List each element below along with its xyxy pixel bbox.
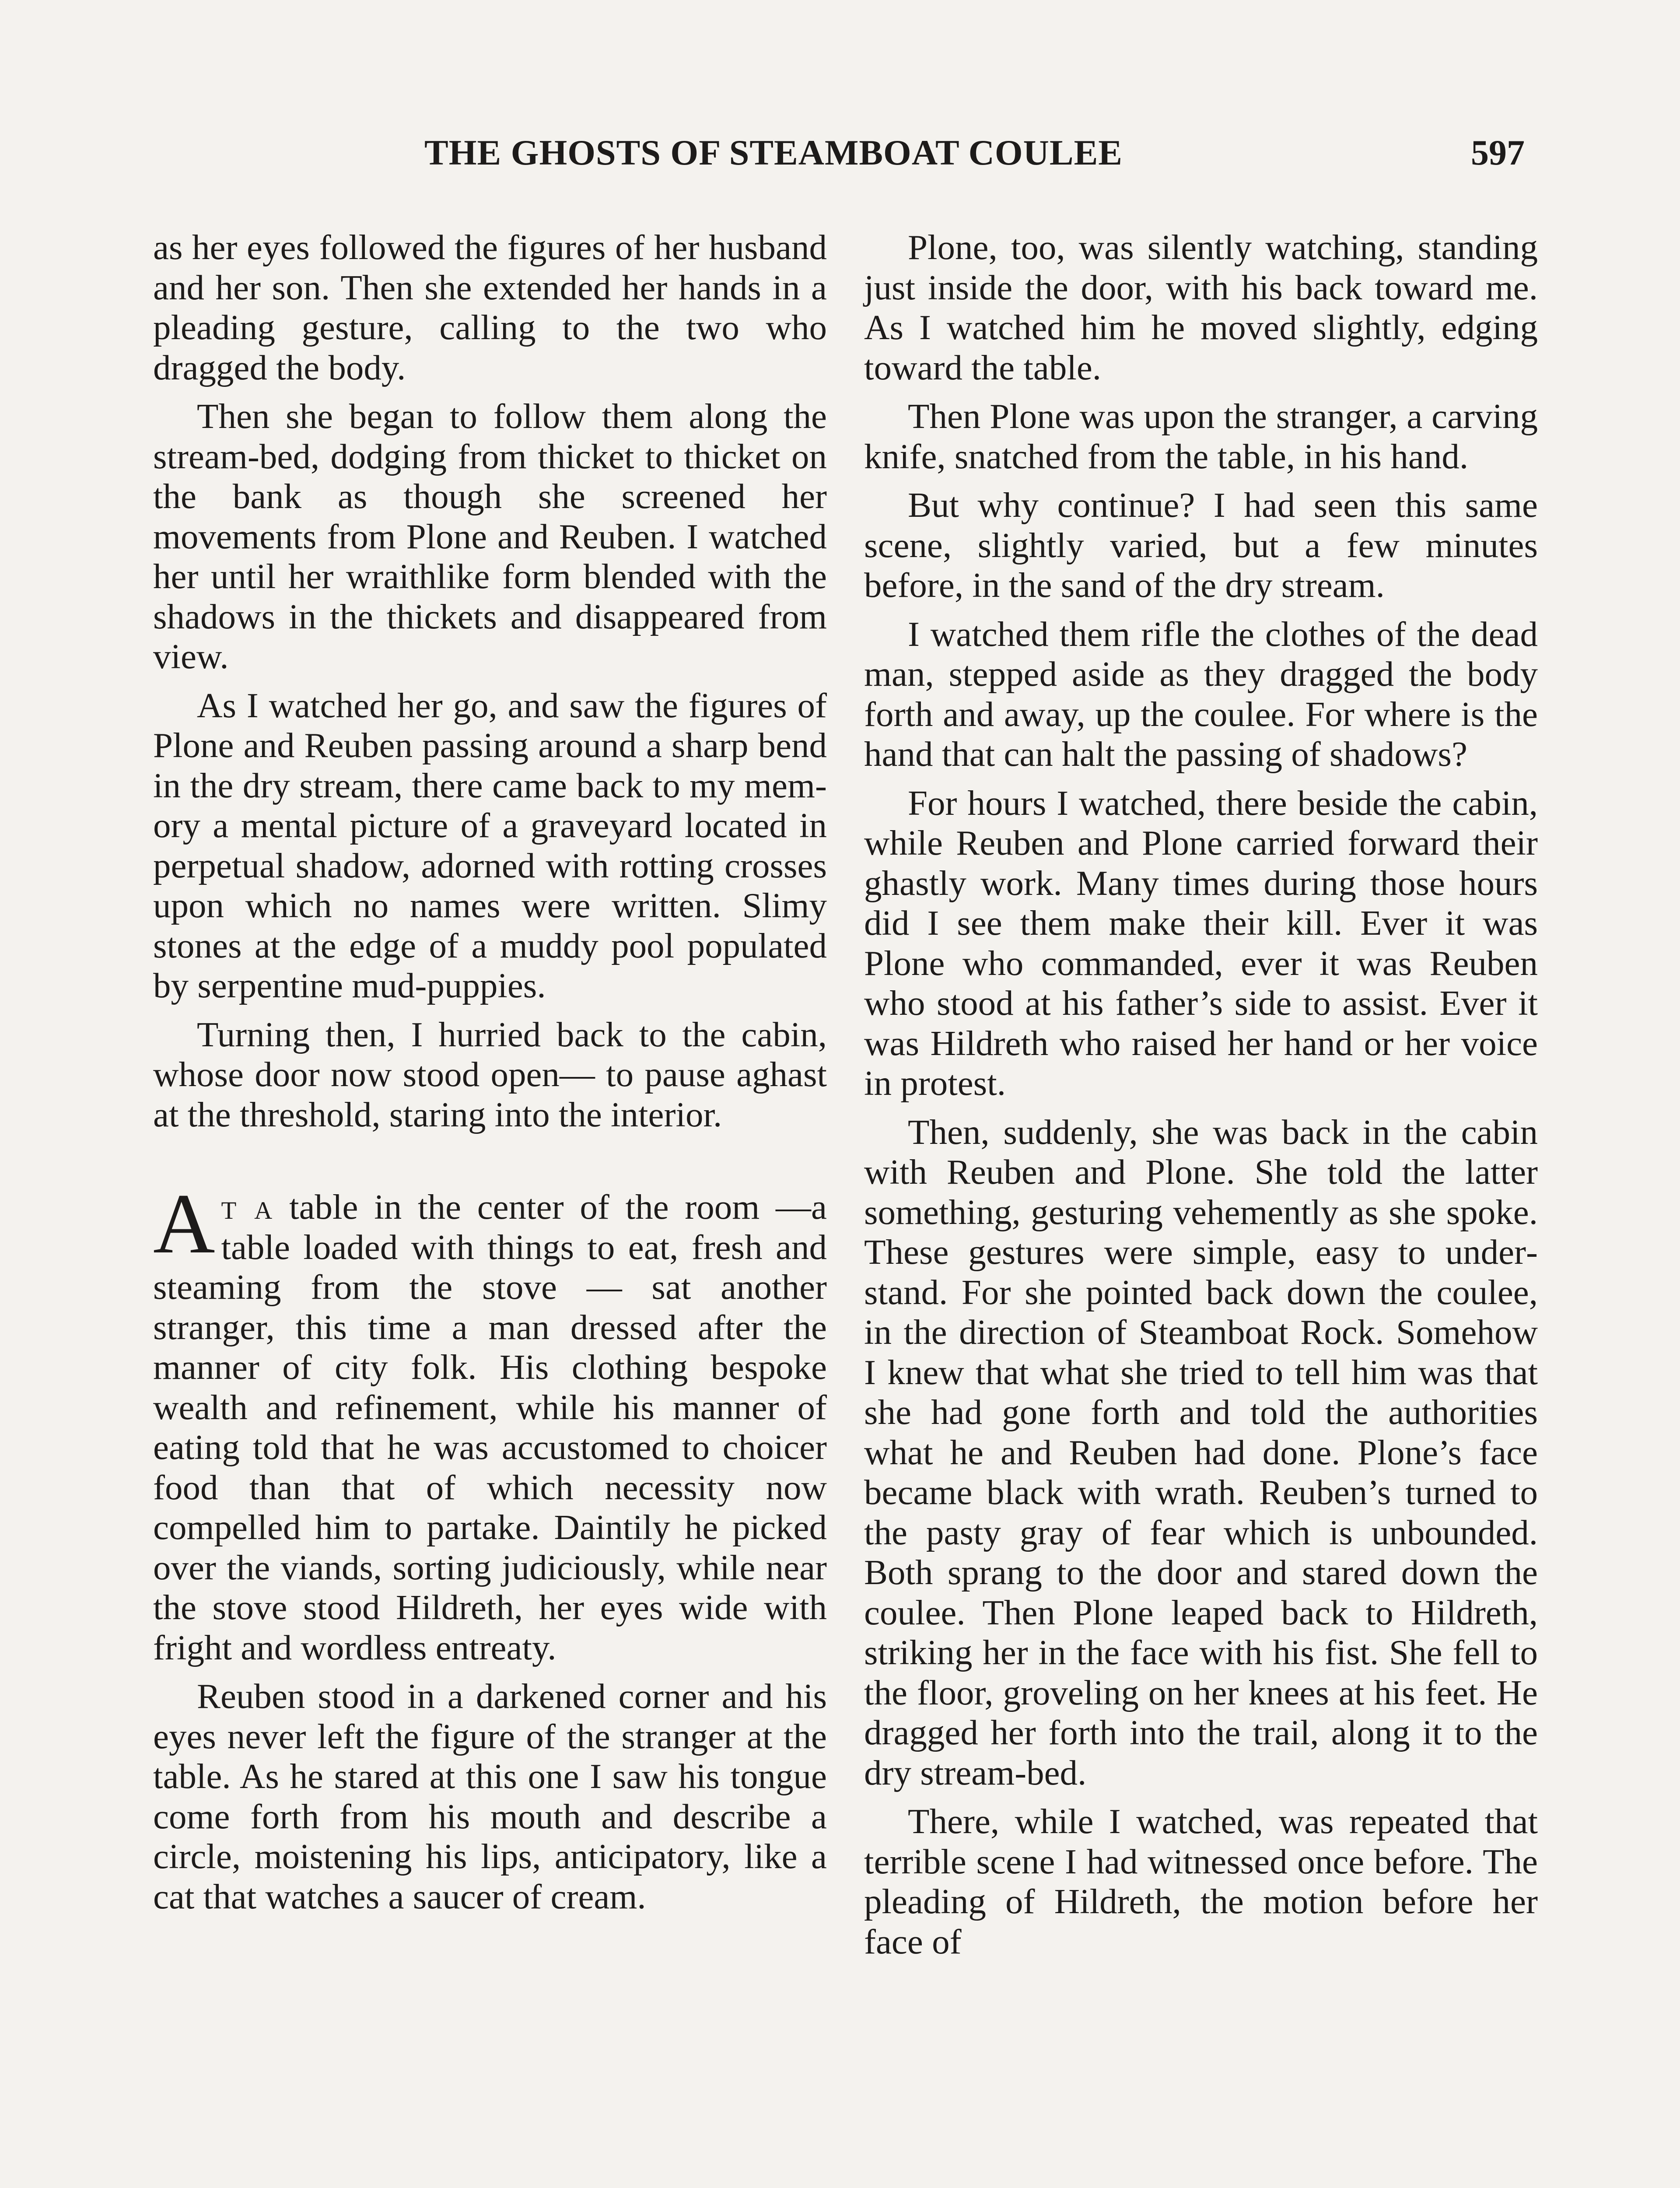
paragraph: But why continue? I had seen this same scene, slightly varied, but a few minutes before, in the sand of the dry stream. xyxy=(864,485,1538,605)
paragraph: Reuben stood in a darkened corner and his eyes never left the figure of the stranger at the table. As he stared at this one I saw his tongue come forth from his mouth and describe a circle, moistening his lips, anticipatory, like a cat that watches a saucer of cream. xyxy=(153,1676,827,1916)
paragraph: Then, suddenly, she was back in the cabin with Reuben and Plone. She told the latter something, gesturing vehemently as she spoke. These gestures were simple, easy to understand. For she pointed back down the coulee, in the direction of Steamboat Rock. Somehow I knew that what she tried to tell him was that she had gone forth and told the authorities what he and Reuben had done. Plone’s face became black with wrath. Reuben’s turned to the pasty gray of fear which is unbounded. Both sprang to the door and stared down the coulee. Then Plone leaped back to Hildreth, striking her in the face with his fist. She fell to the floor, groveling on her knees at his feet. He dragged her forth into the trail, along it to the dry stream-bed. xyxy=(864,1112,1538,1792)
paragraph: There, while I watched, was repeated that terrible scene I had witnessed once before. The pleading of Hildreth, the motion before her face of xyxy=(864,1802,1538,1961)
paragraph: As I watched her go, and saw the figures of Plone and Reuben passing around a sharp bend in the dry stream, there came back to my memory a mental picture of a graveyard located in perpetual shadow, adorned with rotting crosses upon which no names were written. Slimy stones at the edge of a muddy pool populated by serpentine mud-puppies. xyxy=(153,685,827,1005)
section-break xyxy=(153,1143,827,1187)
page-number: 597 xyxy=(1471,133,1525,172)
running-head-title: THE GHOSTS OF STEAMBOAT COULEE xyxy=(424,133,1123,172)
left-text-column xyxy=(153,228,827,1925)
paragraph: as her eyes followed the figures of her husband and her son. Then she extended her hands in a pleading gesture, calling to the two who dragged the body. xyxy=(153,228,827,387)
paragraph: I watched them rifle the clothes of the dead man, stepped aside as they dragged the body forth and away, up the coulee. For where is the hand that can halt the passing of shadows? xyxy=(864,614,1538,774)
paragraph: Then Plone was upon the stranger, a carving knife, snatched from the table, in his hand. xyxy=(864,396,1538,476)
paragraph-text: table in the center of the room —a table loaded with things to eat, fresh and steaming from the stove — sat another stranger, this time a man dressed after the manner of city folk. His clothing bespoke wealth and refinement, while his manner of eating told that he was accustomed to choicer food than that of which necessity now compelled him to partake. Daintily he picked over the viands, sorting judiciously, while near the stove stood Hildreth, her eyes wide with fright and wordless entreaty. xyxy=(153,1187,827,1667)
drop-cap-paragraph xyxy=(153,1176,827,1668)
right-text-column xyxy=(864,228,1538,1971)
paragraph: Turning then, I hurried back to the cabin, whose door now stood open— to pause aghast at the threshold, staring into the interior. xyxy=(153,1014,827,1134)
drop-cap: A xyxy=(153,1176,215,1271)
paragraph: Plone, too, was silently watching, standing just inside the door, with his back toward me. As I watched him he moved slightly, edging toward the table. xyxy=(864,228,1538,387)
paragraph: Then she began to follow them along the stream-bed, dodging from thicket to thicket on the bank as though she screened her movements from Plone and Reuben. I watched her until her wraithlike form blended with the shadows in the thickets and disappeared from view. xyxy=(153,396,827,676)
small-caps-lead: t a xyxy=(221,1187,273,1227)
paragraph: For hours I watched, there beside the cabin, while Reuben and Plone carried forward their ghastly work. Many times during those hours did I see them make their kill. Ever it was Plone who commanded, ever it was Reuben who stood at his father’s side to assist. Ever it was Hildreth who raised her hand or her voice in protest. xyxy=(864,783,1538,1103)
